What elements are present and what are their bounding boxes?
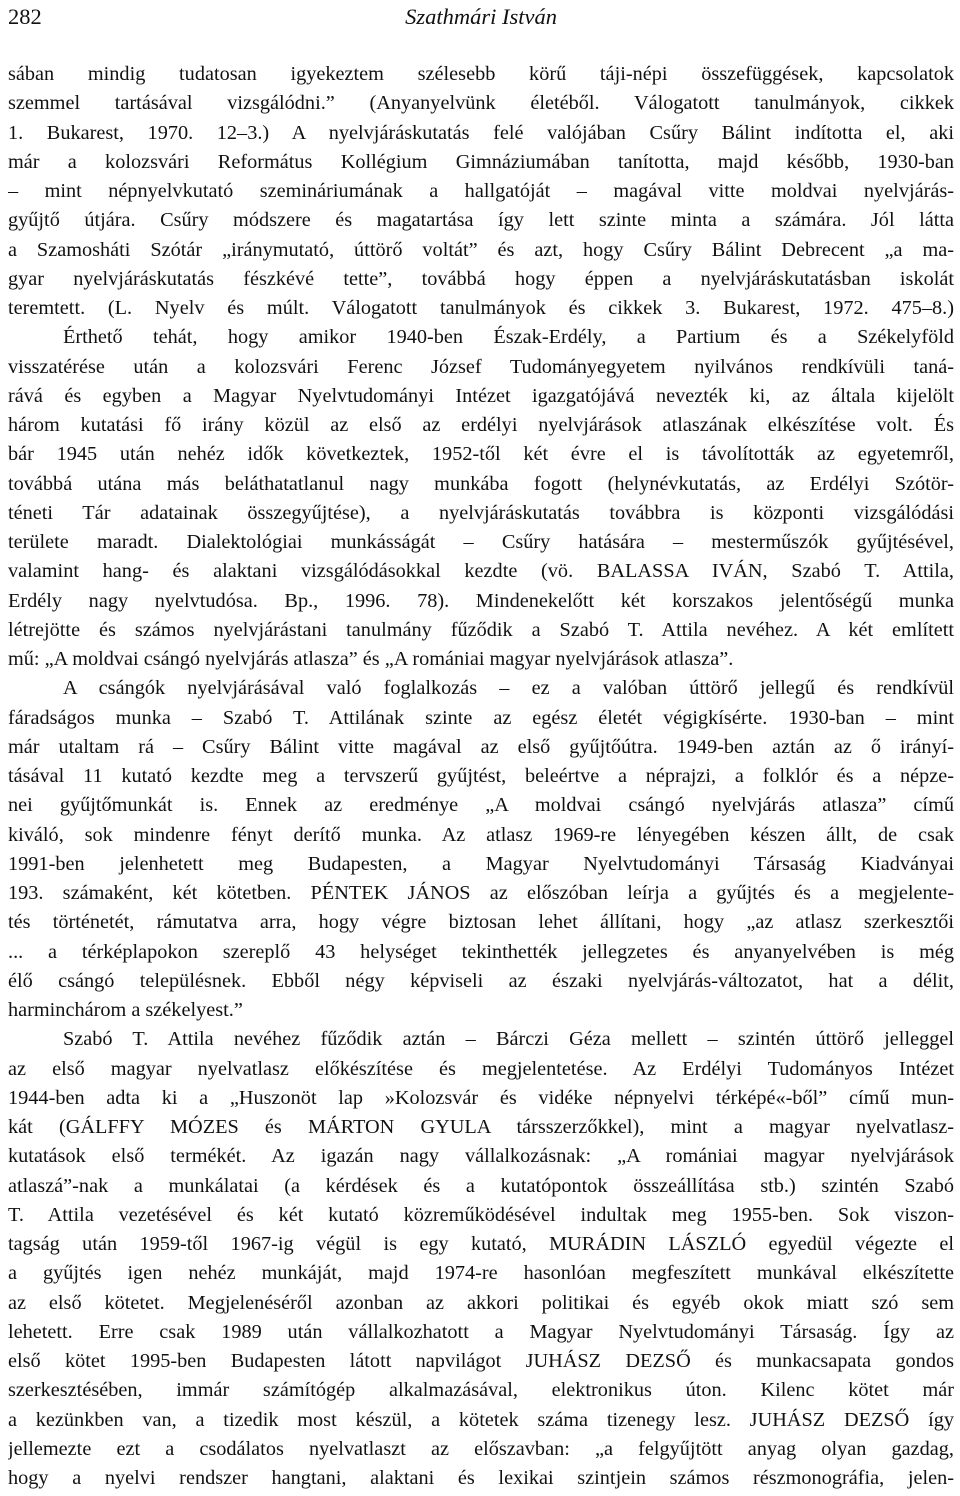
text-line: téneti Tár adatainak összegyűjtése), a nyelvjáráskutatás továbbra is központi vizsgálódási <box>8 501 954 524</box>
page-header <box>8 0 954 52</box>
text-line: Szabó T. Attila nevéhez fűződik aztán – Bárczi Géza mellett – szintén úttörő jelleggel <box>63 1028 954 1051</box>
text-line: 193. számaként, két kötetben. PÉNTEK JÁNOS az előszóban leírja a gyűjtés és a megjelente- <box>8 882 954 904</box>
text-line: élő csángó településnek. Ebből négy képviseli az északi nyelvjárás-változatot, hat a délit, <box>8 969 954 992</box>
text-line: kutatások első termékét. Az igazán nagy vállalkozásnak: „A romániai magyar nyelvjárások <box>8 1145 954 1168</box>
text-line: T. Attila vezetésével és két kutató közreműködésével indultak meg 1955-ben. Sok viszon- <box>8 1203 954 1226</box>
text-line: a kezünkben van, a tizedik most készül, a kötetek száma tizenegy lesz. JUHÁSZ DEZSŐ így <box>8 1408 954 1431</box>
text-line: atlaszá”-nak a munkálatai (a kérdések és a kutatópontok összeállítása stb.) szintén Szabó <box>8 1174 954 1197</box>
text-line: hogy a nyelvi rendszer hangtani, alaktani és lexikai szintjein számos részmonográfia, jelen- <box>8 1467 954 1489</box>
text-line: már utaltam rá – Csűry Bálint vitte magával az első gyűjtőútra. 1949-ben aztán az ő irányí- <box>8 735 954 758</box>
body-text <box>8 60 954 1493</box>
text-line: az első kötetet. Megjelenéséről azonban az akkori politikai és egyéb okok miatt szó sem <box>8 1291 954 1314</box>
text-line: gyűjtő útjára. Csűry módszere és magatartása így lett szinte minta a számára. Jól látta <box>8 209 954 232</box>
text-line: a gyűjtés igen nehéz munkáját, majd 1974-re hasonlóan megfeszített munkával elkészítette <box>8 1262 954 1285</box>
text-line: 1. Bukarest, 1970. 12–3.) A nyelvjáráskutatás felé valójában Csűry Bálint indította el, aki <box>8 121 954 144</box>
text-line: Erdély nagy nyelvtudósa. Bp., 1996. 78). Mindenekelőtt két korszakos jelentőségű munka <box>8 589 954 612</box>
text-line: már a kolozsvári Református Kollégium Gimnáziumában tanította, majd később, 1930-ban <box>8 150 954 173</box>
text-line: 1944-ben adta ki a „Huszonöt lap »Kolozsvár és vidéke népnyelvi térképé«-ből” című mun- <box>8 1086 954 1109</box>
text-line: a Szamosháti Szótár „iránymutató, úttörő voltát” és azt, hogy Csűry Bálint Debrecent „a ma- <box>8 238 954 261</box>
text-line: tásával 11 kutató kezdte meg a tervszerű gyűjtést, beleértve a néprajzi, a folklór és a népze- <box>8 765 954 787</box>
text-line: tagság után 1959-től 1967-ig végül is egy kutató, MURÁDIN LÁSZLÓ egyedül végezte el <box>8 1233 954 1255</box>
text-line: három kutatási fő irány közül az első az erdélyi nyelvjárások atlaszának elkészítése volt. És <box>8 414 954 436</box>
document-page <box>8 0 954 1489</box>
text-line: létrejötte és számos nyelvjárástani tanulmány fűződik a Szabó T. Attila nevéhez. A két említett <box>8 618 954 641</box>
text-line: lehetett. Erre csak 1989 után vállalkozhatott a Magyar Nyelvtudományi Társaság. Így az <box>8 1320 954 1343</box>
text-line: – mint népnyelvkutató szemináriumának a hallgatóját – magával vitte moldvai nyelvjárás- <box>8 180 954 202</box>
text-line: harminchárom a székelyest.” <box>8 999 243 1021</box>
text-line: fáradságos munka – Szabó T. Attilának szinte az egész életét végigkísérte. 1930-ban – mint <box>8 706 954 729</box>
text-line: szerkesztésében, immár számítógép alkalmazásával, elektronikus úton. Kilenc kötet már <box>8 1379 954 1402</box>
text-line: Érthető tehát, hogy amikor 1940-ben Észak-Erdély, a Partium és a Székelyföld <box>63 326 954 349</box>
text-line: jellemezte ezt a csodálatos nyelvatlaszt az előszavban: „a felgyűjtött anyag olyan gazdag, <box>8 1437 954 1460</box>
text-line: visszatérése után a kolozsvári Ferenc József Tudományegyetem nyilvános rendkívüli taná- <box>8 355 954 378</box>
text-line: kát (GÁLFFY MÓZES és MÁRTON GYULA társszerzőkkel), mint a magyar nyelvatlasz- <box>8 1116 954 1138</box>
text-line: valamint hang- és alaktani vizsgálódásokkal kezdte (vö. BALASSA IVÁN, Szabó T. Attila, <box>8 560 954 583</box>
text-line: területe maradt. Dialektológiai munkásságát – Csűry hatására – mesterműszók gyűjtésével, <box>8 531 954 553</box>
running-head: Szathmári István <box>405 4 557 29</box>
text-line: az első magyar nyelvatlasz előkészítése és megjelentetése. Az Erdélyi Tudományos Intézet <box>8 1057 954 1080</box>
text-line: ... a térképlapokon szereplő 43 helységet tekinthették jellegzetes és anyanyelvében is még <box>8 940 954 963</box>
text-line: sában mindig tudatosan igyekeztem szélesebb körű táji-népi összefüggések, kapcsolatok <box>8 63 954 85</box>
text-line: továbbá utána más beláthatatlanul nagy munkába fogott (helynévkutatás, az Erdélyi Szótör- <box>8 472 954 495</box>
text-line: első kötet 1995-ben Budapesten látott napvilágot JUHÁSZ DEZSŐ és munkacsapata gondos <box>8 1350 954 1372</box>
text-line: bár 1945 után nehéz idők következtek, 1952-től két évre el is távolították az egyetemről, <box>8 443 954 466</box>
text-line: A csángók nyelvjárásával való foglalkozás – ez a valóban úttörő jellegű és rendkívül <box>63 677 954 700</box>
text-line: tés történetét, rámutatva arra, hogy végre biztosan lehet állítani, hogy „az atlasz szerkesztői <box>8 911 954 934</box>
text-line: szemmel tartásával vizsgálódni.” (Anyanyelvünk életéből. Válogatott tanulmányok, cikkek <box>8 92 954 115</box>
text-line: teremtett. (L. Nyelv és múlt. Válogatott tanulmányok és cikkek 3. Bukarest, 1972. 475–8.) <box>8 297 954 319</box>
text-line: mű: „A moldvai csángó nyelvjárás atlasza” és „A romániai magyar nyelvjárások atlasza”. <box>8 648 734 670</box>
page-number: 282 <box>8 4 42 29</box>
text-line: nei gyűjtőmunkát is. Ennek az eredménye „A moldvai csángó nyelvjárás atlasza” című <box>8 794 954 817</box>
text-line: rává és egyben a Magyar Nyelvtudományi Intézet igazgatójává nevezték ki, az általa kijelölt <box>8 384 954 407</box>
text-line: 1991-ben jelenhetett meg Budapesten, a Magyar Nyelvtudományi Társaság Kiadványai <box>8 852 954 875</box>
text-line: kiváló, sok mindenre fényt derítő munka. Az atlasz 1969-re lényegében készen állt, de csak <box>8 823 954 846</box>
text-line: gyar nyelvjáráskutatás fészkévé tette”, továbbá hogy éppen a nyelvjáráskutatásban iskolát <box>8 267 954 290</box>
